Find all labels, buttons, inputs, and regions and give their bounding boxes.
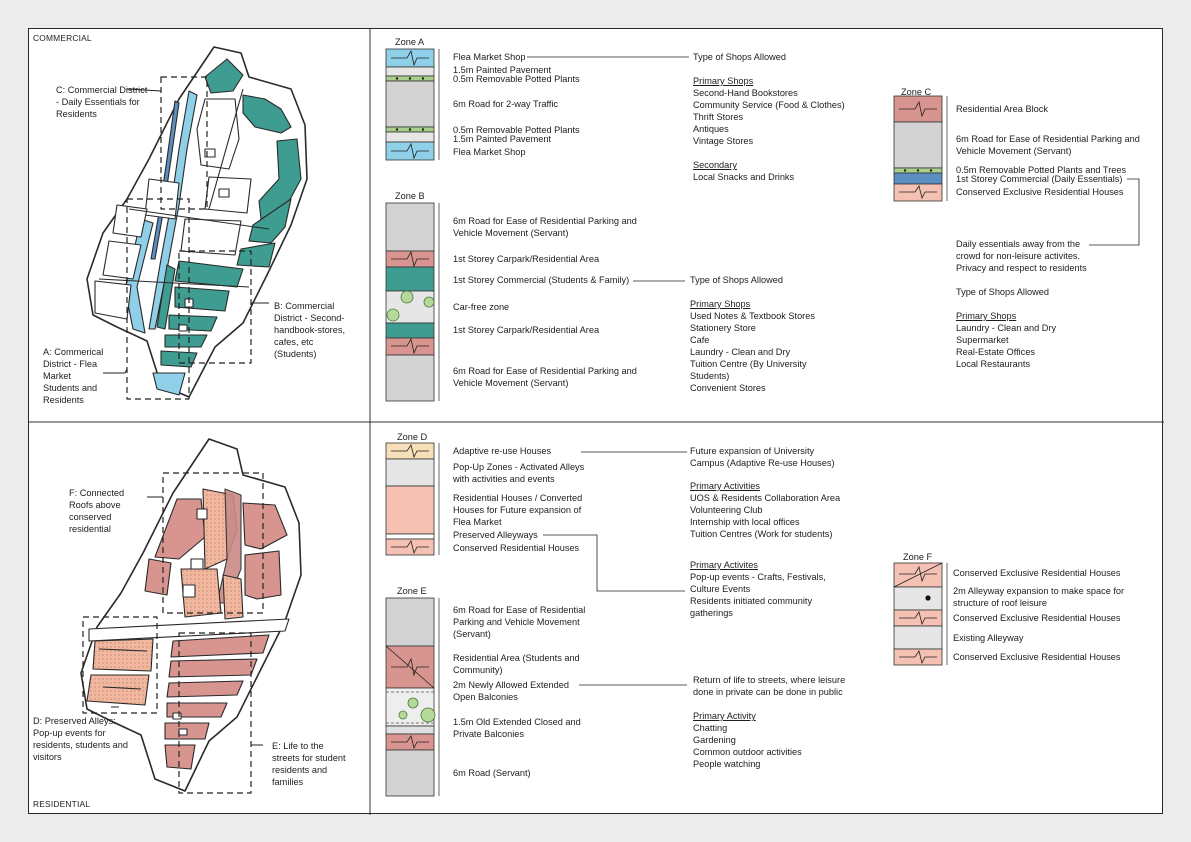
zone-a-primary-item: Community Service (Food & Clothes) [693, 100, 845, 110]
zone-d-layer: Residential Houses / Converted Houses for Future expansion of Flea Market [453, 493, 583, 527]
zone-e-activity: Chatting [693, 723, 728, 733]
zone-d-activity: Tuition Centres (Work for students) [690, 529, 833, 539]
zone-b-layer: Car-free zone [453, 302, 510, 312]
zone-d-activities2-heading: Primary Activites [690, 560, 758, 570]
zone-a-allowed-heading: Type of Shops Allowed [693, 52, 786, 62]
zone-b-primary-item: Stationery Store [690, 323, 756, 333]
zone-c-layer: 1st Storey Commercial (Daily Essentials) [956, 174, 1123, 184]
zone-b-primary-heading: Primary Shops [690, 299, 751, 309]
zone-b-allowed-heading: Type of Shops Allowed [690, 275, 783, 285]
zone-e-activity: Gardening [693, 735, 736, 745]
district-d-label: D: Preserved Alleys: Pop-up events for residents, students and visitors [33, 716, 128, 762]
zone-a-primary-heading: Primary Shops [693, 76, 754, 86]
zone-d-title: Zone D [397, 432, 428, 442]
zone-c-layer: Conserved Exclusive Residential Houses [956, 187, 1124, 197]
district-c-label: C: Commercial District - Daily Essentials for Residents [56, 85, 148, 119]
zone-f-layer: Conserved Exclusive Residential Houses [953, 652, 1121, 662]
zone-b-layer: 6m Road for Ease of Residential Parking and Vehicle Movement (Servant) [453, 216, 637, 238]
zone-d-activity2: Pop-up events - Crafts, Festivals, Culture Events [690, 572, 826, 594]
zone-d-layer: Pop-Up Zones - Activated Alleys with activities and events [453, 462, 585, 484]
zone-a-primary-item: Thrift Stores [693, 112, 744, 122]
zone-d-layer: Adaptive re-use Houses [453, 446, 552, 456]
zone-e-activity: People watching [693, 759, 761, 769]
district-a-label: A: Commerical District - Flea Market Students and Residents [43, 347, 104, 405]
zone-a-title: Zone A [395, 37, 425, 47]
zone-d-layer: Conserved Residential Houses [453, 543, 580, 553]
zone-c-primary-item: Supermarket [956, 335, 1009, 345]
zone-e-layer: 1.5m Old Extended Closed and Private Balconies [453, 717, 581, 739]
zone-c-primary-item: Laundry - Clean and Dry [956, 323, 1057, 333]
zone-a-layer: 6m Road for 2-way Traffic [453, 99, 559, 109]
zone-e-layer: 6m Road (Servant) [453, 768, 531, 778]
zone-e-layer: Residential Area (Students and Community) [453, 653, 580, 675]
zone-e-title: Zone E [397, 586, 427, 596]
zone-c-layer: 0.5m Removable Potted Plants and Trees [956, 165, 1127, 175]
zone-d-activities-heading: Primary Activities [690, 481, 760, 491]
zone-f-section [894, 563, 947, 665]
zone-e-note: Return of life to streets, where leisure done in private can be done in public [693, 675, 846, 697]
zone-c-note: Daily essentials away from the crowd for non-leisure activites. Privacy and respect to residents [956, 239, 1087, 273]
zone-d-activity: Volunteering Club [690, 505, 763, 515]
zone-a-layer: Flea Market Shop [453, 147, 526, 157]
zone-c-primary-item: Local Restaurants [956, 359, 1031, 369]
zone-e-activity: Common outdoor activities [693, 747, 802, 757]
zone-b-layer: 6m Road for Ease of Residential Parking and Vehicle Movement (Servant) [453, 366, 637, 388]
zone-a-primary-item: Second-Hand Bookstores [693, 88, 798, 98]
zone-f-layer: Conserved Exclusive Residential Houses [953, 613, 1121, 623]
zone-e-layer: 2m Newly Allowed Extended Open Balconies [453, 680, 569, 702]
commercial-corner-label: COMMERCIAL [33, 33, 92, 43]
zone-a-secondary-heading: Secondary [693, 160, 737, 170]
zone-f-layer: 2m Alleyway expansion to make space for structure of roof leisure [953, 586, 1125, 608]
zone-b-layer: 1st Storey Carpark/Residential Area [453, 254, 600, 264]
poster-board [28, 28, 1163, 814]
residential-corner-label: RESIDENTIAL [33, 799, 91, 809]
zone-f-layer: Conserved Exclusive Residential Houses [953, 568, 1121, 578]
zone-d-activity: Internship with local offices [690, 517, 800, 527]
zone-c-allowed-heading: Type of Shops Allowed [956, 287, 1049, 297]
zone-c-layer: Residential Area Block [956, 104, 1048, 114]
zone-c-primary-item: Real-Estate Offices [956, 347, 1035, 357]
zone-a-primary-item: Vintage Stores [693, 136, 754, 146]
zone-a-layer: 0.5m Removable Potted Plants [453, 74, 580, 84]
zone-e-activity-heading: Primary Activity [693, 711, 756, 721]
zone-b-primary-item: Convenient Stores [690, 383, 766, 393]
zone-d-activity2: Residents initiated community gatherings [690, 596, 813, 618]
zone-b-layer: 1st Storey Carpark/Residential Area [453, 325, 600, 335]
zone-a-secondary-item: Local Snacks and Drinks [693, 172, 795, 182]
zone-d-future: Future expansion of University Campus (Adaptive Re-use Houses) [690, 446, 835, 468]
zone-b-title: Zone B [395, 191, 425, 201]
district-e-label: E: Life to the streets for student residents and families [272, 741, 346, 787]
zone-b-primary-item: Tuition Centre (By University Students) [690, 359, 807, 381]
zone-e-layer: 6m Road for Ease of Residential Parking and Vehicle Movement (Servant) [453, 605, 586, 639]
zone-f-layer: Existing Alleyway [953, 633, 1024, 643]
zone-b-primary-item: Laundry - Clean and Dry [690, 347, 791, 357]
zone-d-activity: UOS & Residents Collaboration Area [690, 493, 841, 503]
zone-c-layer: 6m Road for Ease of Residential Parking and Vehicle Movement (Servant) [956, 134, 1140, 156]
district-b-label: B: Commercial District - Second-handbook-stores, cafes, etc (Students) [274, 301, 345, 359]
zone-a-primary-item: Antiques [693, 124, 729, 134]
zone-a-layer: 1.5m Painted Pavement [453, 65, 552, 75]
zone-a-layer: 1.5m Painted Pavement [453, 134, 552, 144]
zone-a-layer: 0.5m Removable Potted Plants [453, 125, 580, 135]
zone-c-title: Zone C [901, 87, 932, 97]
zone-d-layer: Preserved Alleyways [453, 530, 538, 540]
zone-c-primary-heading: Primary Shops [956, 311, 1017, 321]
zone-a-layer: Flea Market Shop [453, 52, 526, 62]
zone-f-title: Zone F [903, 552, 933, 562]
zone-b-primary-item: Used Notes & Textbook Stores [690, 311, 815, 321]
zone-b-layer: 1st Storey Commercial (Students & Family) [453, 275, 630, 285]
zone-b-primary-item: Cafe [690, 335, 710, 345]
district-f-label: F: Connected Roofs above conserved residential [69, 488, 125, 534]
